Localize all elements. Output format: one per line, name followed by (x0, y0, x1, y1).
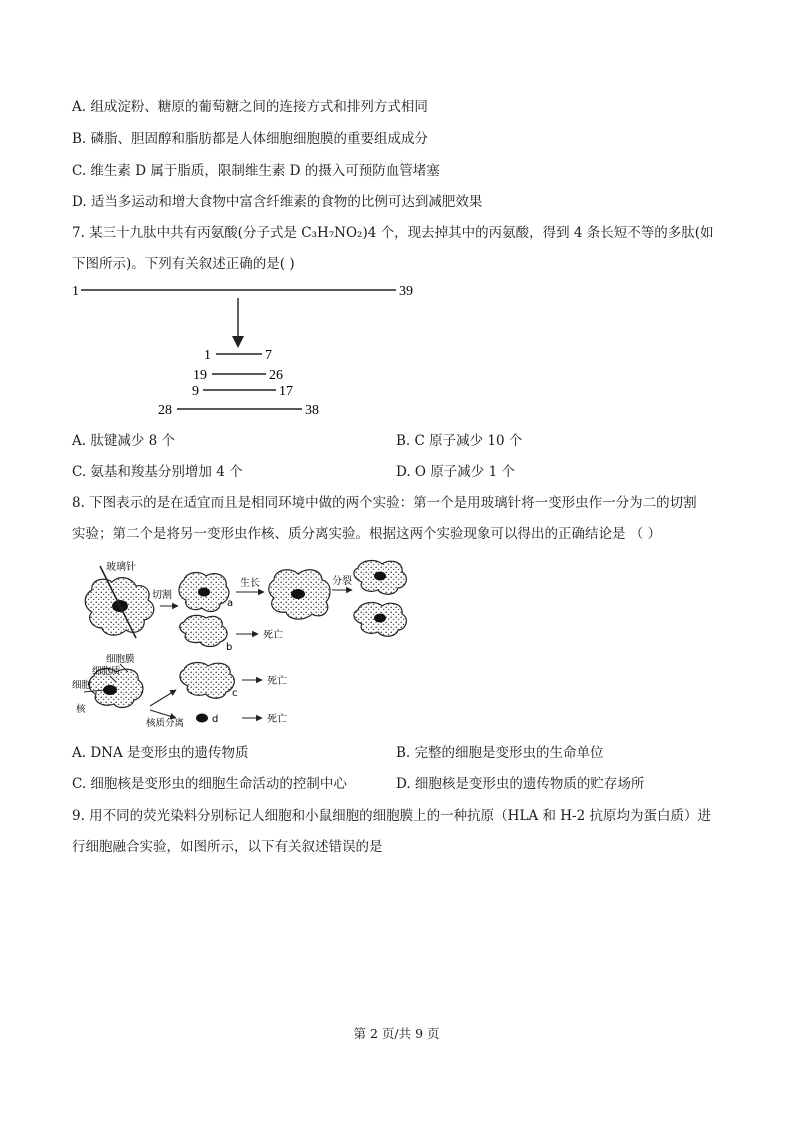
label-nucleus-line2: 核 (76, 704, 86, 715)
frag4-start: 28 (158, 403, 172, 418)
q6-option-c: C. 维生素 D 属于脂质，限制维生素 D 的摄入可预防血管堵塞 (72, 163, 440, 179)
label-b: b (226, 642, 233, 653)
q9-stem-line2: 行细胞融合实验，如图所示，以下有关叙述错误的是 (72, 839, 383, 855)
label-death-b: 死亡 (263, 630, 283, 641)
q7-stem-line1: 7. 某三十九肽中共有丙氨酸(分子式是 C₃H₇NO₂)4 个，现去掉其中的丙氨酸，得到 4 条长短不等的多肽(如 (72, 225, 714, 241)
amoeba-cytoplasm-c (180, 663, 234, 699)
frag1-start: 1 (204, 348, 211, 363)
label-grow: 生长 (240, 578, 260, 589)
frag1-end: 7 (265, 348, 272, 363)
label-death-d: 死亡 (267, 714, 287, 725)
q7-option-b: B. C 原子减少 10 个 (396, 433, 523, 449)
q6-option-b: B. 磷脂、胆固醇和脂肪都是人体细胞细胞膜的重要组成成分 (72, 131, 429, 147)
q8-stem-line1: 8. 下图表示的是在适宜而且是相同环境中做的两个实验：第一个是用玻璃针将一变形虫作一分为二的切割 (72, 495, 697, 511)
page-footer: 第 2 页/共 9 页 (353, 1026, 440, 1041)
q8-stem-line2: 实验；第二个是将另一变形虫作核、质分离实验。根据这两个实验现象可以得出的正确结论是 （ ） (72, 526, 662, 542)
label-death-c: 死亡 (267, 676, 287, 687)
label-a: a (227, 598, 234, 609)
q7-option-c: C. 氨基和羧基分别增加 4 个 (72, 464, 243, 480)
q6-option-a: A. 组成淀粉、糖原的葡萄糖之间的连接方式和排列方式相同 (72, 99, 428, 115)
label-d: d (212, 714, 219, 725)
arrow-head (232, 336, 244, 348)
label-membrane: 细胞膜 (106, 654, 135, 665)
label-cut: 切割 (152, 590, 172, 601)
label-nucleus-line1: 细胞 (72, 680, 92, 691)
q7-option-d: D. O 原子减少 1 个 (396, 464, 515, 480)
q6-option-d: D. 适当多运动和增大食物中富含纤维素的食物的比例可达到减肥效果 (72, 194, 483, 210)
q7-option-a: A. 肽键减少 8 个 (72, 433, 176, 449)
label-separation: 核质分离 (146, 718, 185, 729)
q7-stem-line2: 下图所示)。下列有关叙述正确的是( ) (72, 256, 295, 272)
frag4-end: 38 (305, 403, 319, 418)
q7-peptide-figure (60, 278, 440, 418)
isolated-nucleus-d (196, 714, 208, 723)
amoeba-fragment-b (180, 615, 227, 646)
label-cytoplasm: 细胞质 (92, 666, 121, 677)
q8-amoeba-figure (70, 556, 415, 732)
q8-option-b: B. 完整的细胞是变形虫的生命单位 (396, 745, 604, 761)
frag2-end: 26 (269, 368, 283, 383)
nucleus-2 (103, 685, 117, 695)
label-c: c (232, 688, 238, 699)
label-divide: 分裂 (332, 576, 352, 587)
q8-option-a: A. DNA 是变形虫的遗传物质 (72, 745, 249, 761)
q8-option-d: D. 细胞核是变形虫的遗传物质的贮存场所 (396, 776, 645, 792)
frag3-end: 17 (279, 384, 293, 399)
q8-option-c: C. 细胞核是变形虫的细胞生命活动的控制中心 (72, 776, 347, 792)
top-chain-start: 1 (72, 284, 79, 299)
frag3-start: 9 (192, 384, 199, 399)
frag2-start: 19 (193, 368, 207, 383)
label-glass-needle: 玻璃针 (106, 562, 136, 573)
q9-stem-line1: 9. 用不同的荧光染料分别标记人细胞和小鼠细胞的细胞膜上的一种抗原（HLA 和 H-2 抗原均为蛋白质）进 (72, 808, 711, 824)
top-chain-end: 39 (399, 284, 413, 299)
